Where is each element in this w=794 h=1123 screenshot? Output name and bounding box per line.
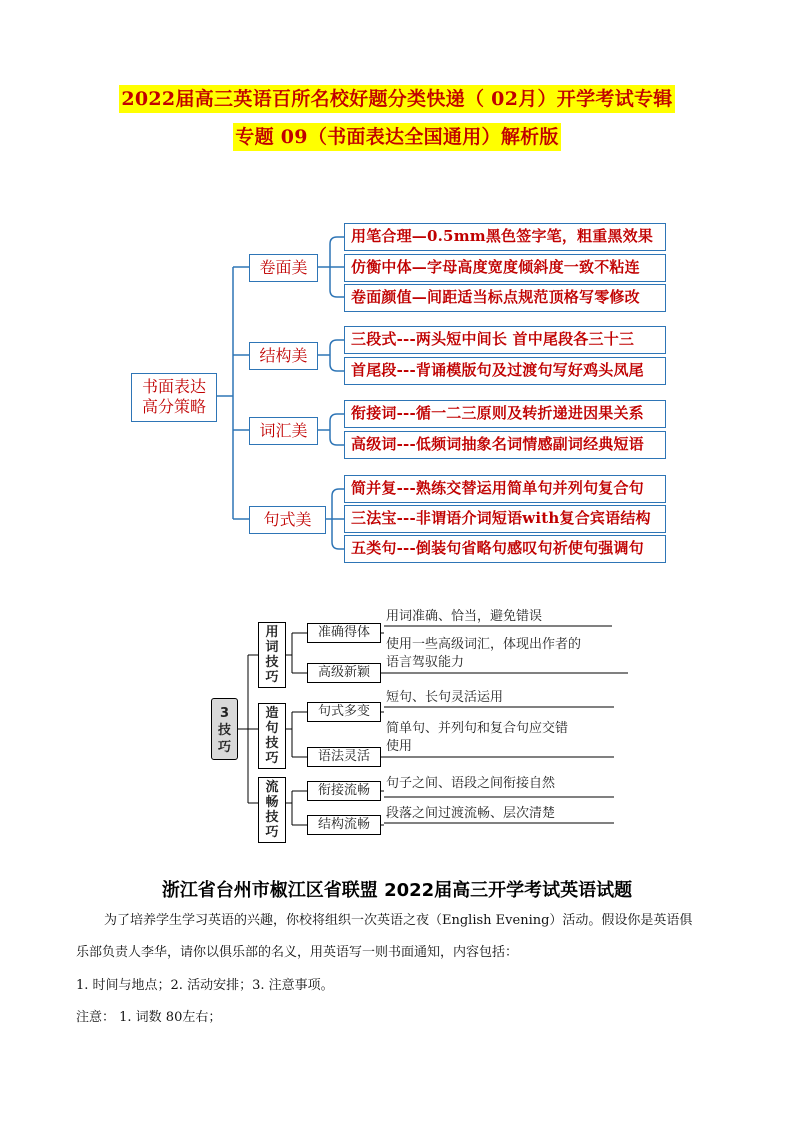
- category-liuchang: [258, 777, 286, 843]
- subtopic-description: 简单句、并列句和复合句应交错: [386, 721, 569, 736]
- subtopic-box: 语法灵活: [307, 747, 381, 767]
- mindmap-1-root: [131, 373, 217, 422]
- exam-paragraph-line-2: 乐部负责人李华，请你以俱乐部的名义，用英语写一则书面通知，内容包括：: [76, 945, 519, 960]
- strategy-item: 衔接词---循一二三原则及转折递进因果关系: [344, 400, 666, 428]
- exam-paragraph-line-1: 为了培养学生学习英语的兴趣，你校将组织一次英语之夜（English Evening）活动。假设你是英语俱: [104, 913, 693, 928]
- exam-note: 注意： 1. 词数 80左右；: [76, 1010, 222, 1025]
- strategy-item: 高级词---低频词抽象名词情感副词经典短语: [344, 431, 666, 459]
- strategy-item: 三法宝---非谓语介词短语with复合宾语结构: [344, 505, 666, 533]
- category-char: 造: [265, 706, 279, 721]
- category-zaoju: [258, 703, 286, 769]
- document-title: 2022届高三英语百所名校好题分类快递（ 02月）开学考试专辑: [119, 85, 674, 113]
- strategy-item: 首尾段---背诵模版句及过渡句写好鸡头凤尾: [344, 357, 666, 385]
- category-char: 巧: [265, 670, 279, 685]
- subtopic-description: 语言驾驭能力: [386, 655, 465, 670]
- strategy-item: 简并复---熟练交替运用简单句并列句复合句: [344, 475, 666, 503]
- subtopic-description: 段落之间过渡流畅、层次清楚: [386, 806, 556, 821]
- subtopic-description: 句子之间、语段之间衔接自然: [386, 776, 556, 791]
- category-cihui: 词汇美: [249, 417, 318, 445]
- root-char: 巧: [217, 740, 231, 755]
- root-char: 3: [219, 706, 230, 721]
- subtopic-box: 高级新颖: [307, 663, 381, 683]
- root-line-2: 高分策略: [141, 397, 206, 416]
- category-char: 用: [265, 625, 279, 640]
- strategy-item: 卷面颜值—间距适当标点规范顶格写零修改: [344, 284, 666, 312]
- category-jiegou: 结构美: [249, 342, 318, 370]
- subtopic-description: 短句、长句灵活运用: [386, 690, 504, 705]
- strategy-item: 用笔合理—0.5mm黑色签字笔，粗重黑效果: [344, 223, 666, 251]
- mindmap-2-root: [211, 698, 238, 760]
- subtopic-box: 准确得体: [307, 623, 381, 643]
- subtopic-box: 结构流畅: [307, 815, 381, 835]
- exam-items: 1. 时间与地点；2. 活动安排；3. 注意事项。: [76, 978, 334, 993]
- category-juanmian: 卷面美: [249, 254, 318, 282]
- root-char: 技: [217, 723, 231, 738]
- subtopic-description: 用词准确、恰当，避免错误: [386, 609, 543, 624]
- subtopic-box: 衔接流畅: [307, 781, 381, 801]
- subtopic-description: 使用一些高级词汇，体现出作者的: [386, 637, 582, 652]
- subtopic-description: 使用: [386, 739, 413, 754]
- subtopic-box: 句式多变: [307, 702, 381, 722]
- category-char: 技: [265, 736, 279, 751]
- category-char: 流: [265, 780, 279, 795]
- category-char: 词: [265, 640, 279, 655]
- document-subtitle: 专题 09（书面表达全国通用）解析版: [233, 123, 560, 151]
- root-line-1: 书面表达: [141, 377, 206, 396]
- strategy-item: 三段式---两头短中间长 首中尾段各三十三: [344, 326, 666, 354]
- exam-title: 浙江省台州市椒江区省联盟 2022届高三开学考试英语试题: [161, 880, 633, 901]
- category-char: 巧: [265, 825, 279, 840]
- category-jushi: 句式美: [249, 506, 326, 534]
- category-char: 技: [265, 655, 279, 670]
- category-char: 巧: [265, 751, 279, 766]
- category-char: 畅: [265, 795, 279, 810]
- category-yongci: [258, 622, 286, 688]
- strategy-item: 仿衡中体—字母高度宽度倾斜度一致不粘连: [344, 254, 666, 282]
- category-char: 句: [265, 721, 279, 736]
- category-char: 技: [265, 810, 279, 825]
- strategy-item: 五类句---倒装句省略句感叹句祈使句强调句: [344, 535, 666, 563]
